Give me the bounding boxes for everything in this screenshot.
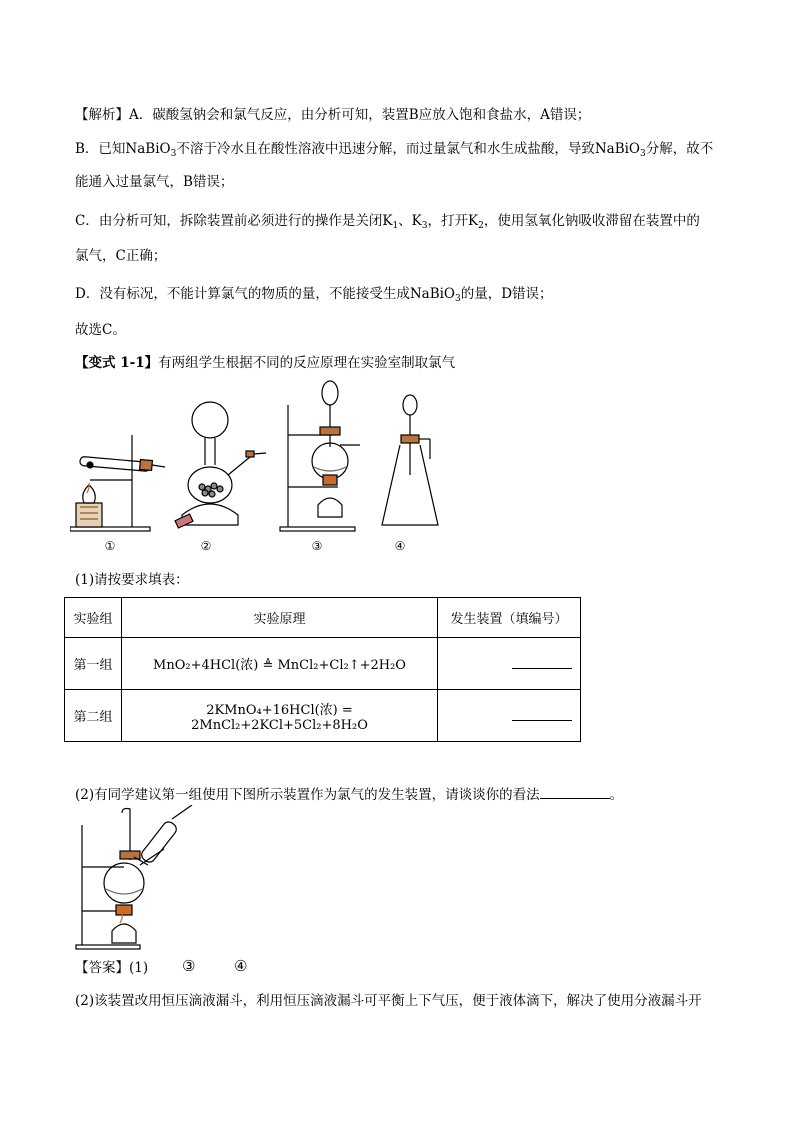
analysis-a: 【解析】A．碳酸氢钠会和氯气反应，由分析可知，装置B应放入饱和食盐水，A错误； (75, 107, 591, 123)
apparatus-4-conical-flask-icon (382, 395, 438, 525)
analysis-c-line2: 氯气，C正确； (75, 248, 167, 264)
analysis-d: D．没有标况，不能计算氯气的物质的量，不能接受生成NaBiO$_3$的量，D错误； (75, 286, 553, 304)
table-cell-equation: MnO₂+4HCl(浓) ≜ MnCl₂+Cl₂↑+2H₂O (122, 638, 438, 690)
analysis-b-line2: 能通入过量氯气，B错误； (75, 174, 234, 190)
table-header-apparatus: 发生装置（填编号） (438, 598, 581, 638)
table-row (65, 690, 581, 742)
answer-2-text: (2)该装置改用恒压滴液漏斗，利用恒压滴液漏斗可平衡上下气压，便于液体滴下，解决了使用分液漏斗开 (75, 993, 702, 1009)
variant-heading: 【变式 1-1】有两组学生根据不同的反应原理在实验室制取氯气 (75, 355, 456, 371)
constant-pressure-apparatus-figure (72, 805, 212, 955)
analysis-c-line1: C．由分析可知，拆除装置前必须进行的操作是关闭$K_1$、$K_3$，打开$K_2$，使用氢氧化钠吸收滞留在装置中的 (75, 213, 700, 231)
table-row (65, 638, 581, 690)
table-cell-group: 第一组 (65, 638, 122, 690)
table-header-principle: 实验原理 (122, 598, 438, 638)
table-header-group: 实验组 (65, 598, 122, 638)
answer-2-value: ④ (234, 957, 248, 975)
experiment-table (64, 597, 581, 742)
apparatus-label-1: ① (104, 539, 116, 553)
table-cell-answer-blank[interactable] (438, 638, 581, 690)
analysis-b-line1: B．已知NaBiO$_3$不溶于冷水且在酸性溶液中迅速分解，而过量氯气和水生成盐酸，导致NaBiO$_3$分解，故不 (75, 141, 714, 159)
apparatus-2-kipp-icon (175, 402, 266, 528)
table-cell-group: 第二组 (65, 690, 122, 742)
apparatus-3-flask-icon (280, 381, 360, 531)
question-1: (1)请按要求填表： (75, 572, 189, 588)
question-2: (2)有同学建议第一组使用下图所示装置作为氯气的发生装置，请谈谈你的看法 。 (75, 784, 623, 805)
answer-1-value: ③ (182, 957, 196, 975)
question-2-blank[interactable] (540, 784, 610, 799)
analysis-conclusion: 故选C。 (75, 322, 126, 338)
table-cell-equation: 2KMnO₄+16HCl(浓) = 2MnCl₂+2KCl+5Cl₂+8H₂O (122, 690, 438, 742)
apparatus-label-3: ③ (311, 539, 323, 553)
apparatus-figure (70, 375, 450, 535)
table-cell-answer-blank[interactable] (438, 690, 581, 742)
apparatus-label-2: ② (200, 539, 212, 553)
apparatus-1-test-tube-icon (70, 435, 165, 531)
apparatus-label-4: ④ (394, 539, 406, 553)
answer-heading: 【答案】(1) (75, 960, 149, 976)
